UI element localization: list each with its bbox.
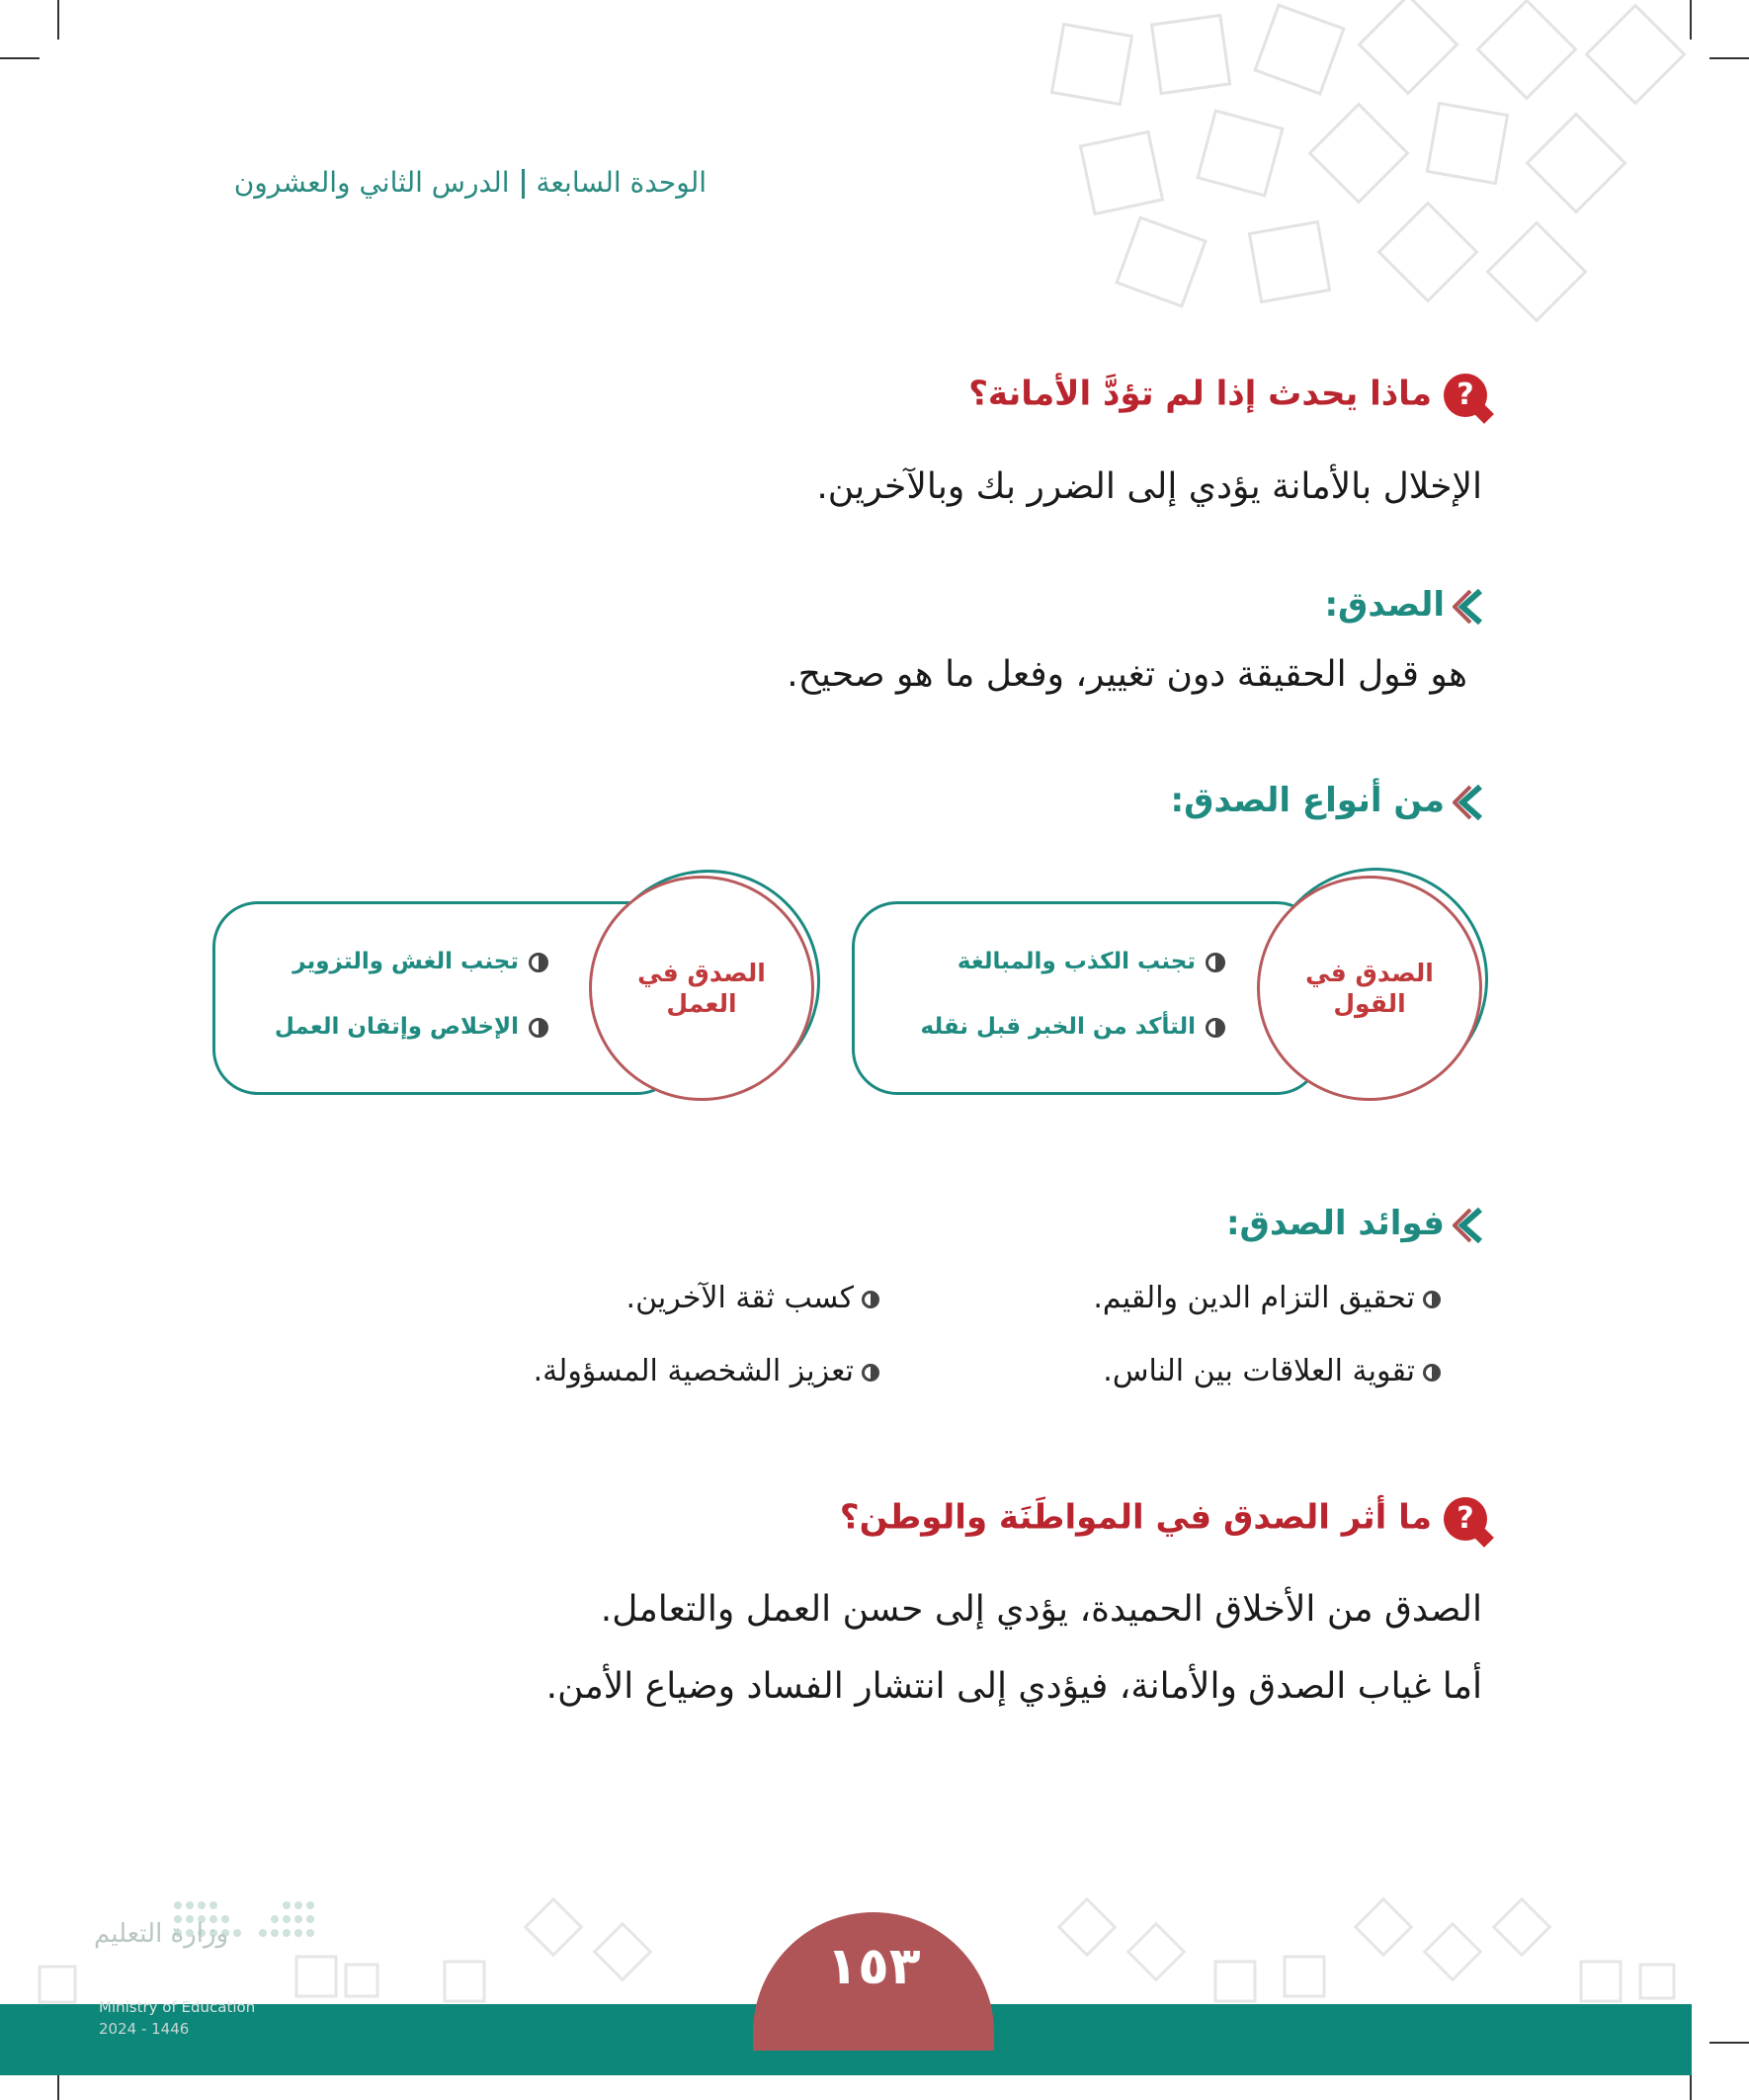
- type-point: التأكد من الخبر قبل نقله: [920, 1014, 1196, 1040]
- truth-definition: هو قول الحقيقة دون تغيير، وفعل ما هو صحيح.: [787, 654, 1467, 695]
- list-item: [958, 949, 1225, 974]
- bullet-icon: [529, 1018, 548, 1038]
- question-mark-icon: ?: [1444, 1497, 1487, 1541]
- type-label-work: الصدق في العمل: [637, 958, 766, 1018]
- crop-mark: [1709, 57, 1749, 59]
- question-title-1: ماذا يحدث إذا لم تؤدَّ الأمانة؟: [968, 374, 1432, 414]
- ministry-name-en: Ministry of Education: [99, 1998, 256, 2016]
- answer-1: الإخلال بالأمانة يؤدي إلى الضرر بك وبالآخرين.: [816, 466, 1482, 507]
- list-item: [921, 1014, 1225, 1040]
- section-heading-types: [1171, 781, 1483, 822]
- bullet-icon: [529, 953, 548, 972]
- type-point: الإخلاص وإتقان العمل: [274, 1014, 519, 1040]
- question-heading-1: [968, 374, 1487, 417]
- crop-mark: [57, 0, 59, 40]
- type-point: تجنب الغش والتزوير: [292, 949, 519, 974]
- answer-2-line-1: الصدق من الأخلاق الحميدة، يؤدي إلى حسن العمل والتعامل.: [600, 1589, 1482, 1630]
- header-divider: [522, 169, 525, 199]
- list-item: [534, 1354, 879, 1388]
- list-item: [1093, 1281, 1441, 1315]
- bullet-icon: [1423, 1291, 1441, 1308]
- chevron-left-icon: [1453, 1206, 1482, 1245]
- types-title: من أنواع الصدق:: [1170, 781, 1445, 820]
- bullet-icon: [862, 1291, 879, 1308]
- type-circle-work: [589, 876, 814, 1101]
- list-item: [1103, 1354, 1441, 1388]
- bullet-icon: [1206, 1018, 1225, 1038]
- list-item: [292, 949, 548, 974]
- question-title-2: ما أثر الصدق في المواطَنَة والوطن؟: [839, 1497, 1432, 1538]
- type-circle-speech: [1257, 876, 1482, 1101]
- list-item: [626, 1281, 879, 1315]
- question-mark-icon: ?: [1444, 374, 1487, 417]
- crop-mark: [1709, 2042, 1749, 2044]
- chevron-left-icon: [1453, 587, 1482, 627]
- bullet-icon: [1206, 953, 1225, 972]
- question-heading-2: [840, 1497, 1487, 1541]
- page-number: ١٥٣: [753, 1912, 994, 2051]
- benefits-title: فوائد الصدق:: [1225, 1204, 1445, 1243]
- bullet-icon: [1423, 1364, 1441, 1382]
- ministry-name: وزارة التعليم: [94, 1919, 229, 1949]
- benefit-text: كسب ثقة الآخرين.: [625, 1281, 854, 1315]
- type-card-speech: [852, 901, 1322, 1095]
- type-point: تجنب الكذب والمبالغة: [957, 949, 1196, 974]
- section-heading-benefits: [1226, 1204, 1482, 1245]
- benefit-text: تعزيز الشخصية المسؤولة.: [533, 1354, 854, 1388]
- benefit-text: تحقيق التزام الدين والقيم.: [1093, 1281, 1415, 1315]
- crop-mark: [0, 57, 40, 59]
- lesson-header: [234, 166, 707, 199]
- list-item: [275, 1014, 548, 1040]
- benefit-text: تقوية العلاقات بين الناس.: [1103, 1354, 1415, 1388]
- chevron-left-icon: [1453, 783, 1482, 822]
- decorative-pattern: [1028, 0, 1709, 336]
- lesson-label: الدرس الثاني والعشرون: [233, 166, 510, 199]
- type-label-speech: الصدق في القول: [1305, 958, 1434, 1018]
- answer-2-line-2: أما غياب الصدق والأمانة، فيؤدي إلى انتشار الفساد وضياع الأمن.: [545, 1666, 1482, 1707]
- unit-label: الوحدة السابعة: [536, 166, 707, 199]
- truth-title: الصدق:: [1324, 585, 1445, 625]
- bullet-icon: [862, 1364, 879, 1382]
- edition-year: 2024 - 1446: [99, 2020, 190, 2038]
- section-heading-truth: [1324, 585, 1482, 627]
